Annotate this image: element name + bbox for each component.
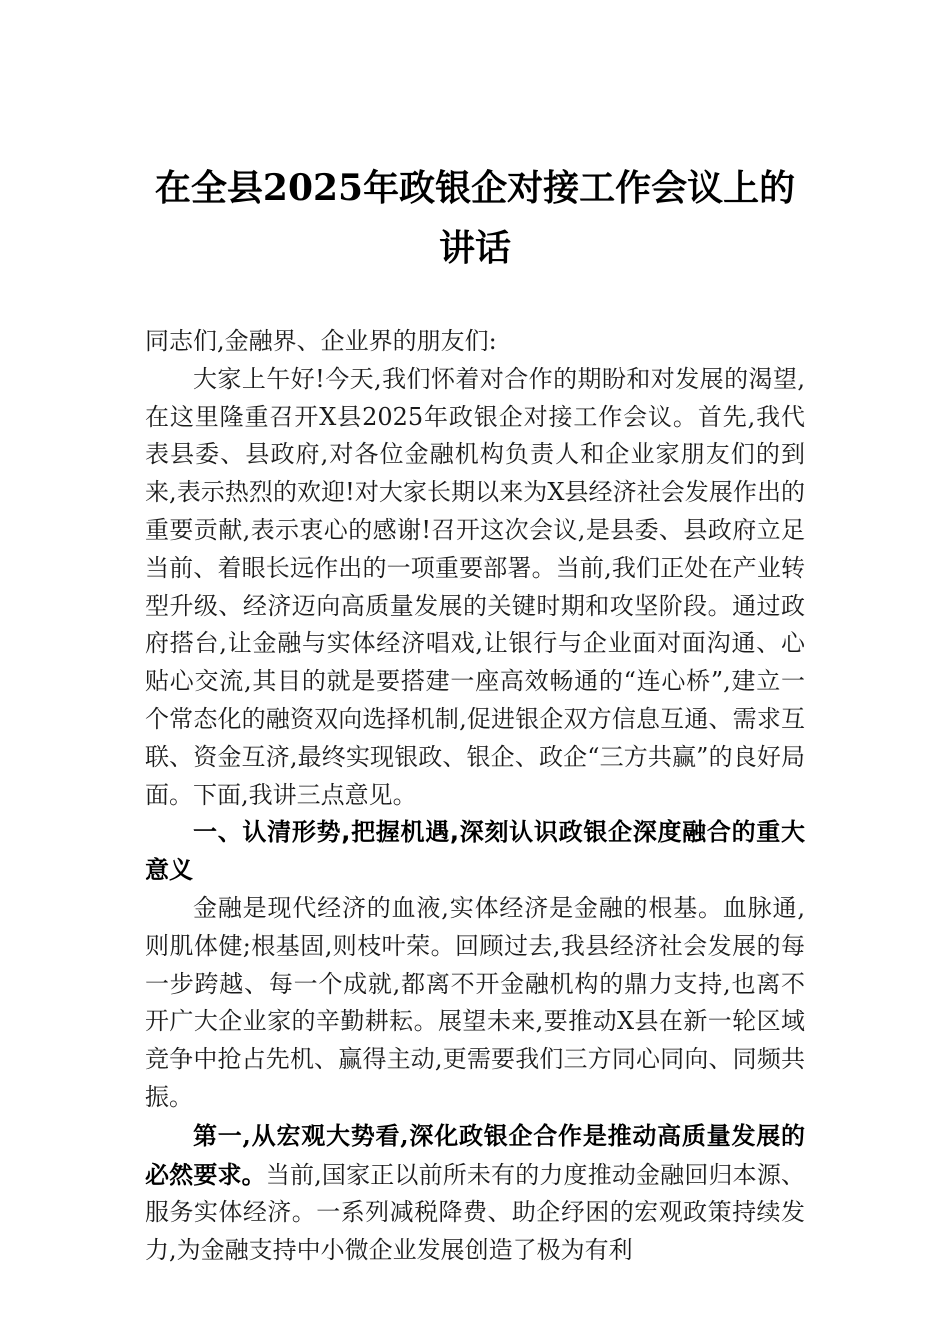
point-one-paragraph bbox=[145, 1117, 805, 1270]
point-one-text: 当前,国家正以前所未有的力度推动金融回归本源、服务实体经济。一系列减税降费、助企纾困的宏观政策持续发力,为金融支持中小微企业发展创造了极为有利 bbox=[145, 1160, 805, 1265]
salutation: 同志们,金融界、企业界的朋友们: bbox=[145, 327, 497, 355]
section-1-paragraph: 金融是现代经济的血液,实体经济是金融的根基。血脉通,则肌体健;根基固,则枝叶荣。回顾过去,我县经济社会发展的每一步跨越、每一个成就,都离不开金融机构的鼎力支持,也离不开广大企业家的辛勤耕耘。展望未来,要推动X县在新一轮区域竞争中抢占先机、赢得主动,更需要我们三方同心同向、同频共振。 bbox=[145, 893, 805, 1111]
section-heading-1: 一、认清形势,把握机遇,深刻认识政银企深度融合的重大意义 bbox=[145, 818, 805, 885]
point-one-lead: 第一,从宏观大势看,深化政银企合作是推动高质量发展的必然要求。 bbox=[145, 1120, 805, 1189]
opening-paragraph: 大家上午好!今天,我们怀着对合作的期盼和对发展的渴望,在这里隆重召开X县2025年政银企对接工作会议。首先,我代表县委、县政府,对各位金融机构负责人和企业家朋友们的到来,表示热烈的欢迎!对大家长期以来为X县经济社会发展作出的重要贡献,表示衷心的感谢!召开这次会议,是县委、县政府立足当前、着眼长远作出的一项重要部署。当前,我们正处在产业转型升级、经济迈向高质量发展的关键时期和攻坚阶段。通过政府搭台,让金融与实体经济唱戏,让银行与企业面对面沟通、心贴心交流,其目的就是要搭建一座高效畅通的“连心桥”,建立一个常态化的融资双向选择机制,促进银企双方信息互通、需求互联、资金互济,最终实现银政、银企、政企“三方共赢”的良好局面。下面,我讲三点意见。 bbox=[145, 364, 805, 809]
document-body bbox=[145, 323, 805, 1270]
document-title: 在全县2025年政银企对接工作会议上的讲话 bbox=[154, 167, 796, 269]
